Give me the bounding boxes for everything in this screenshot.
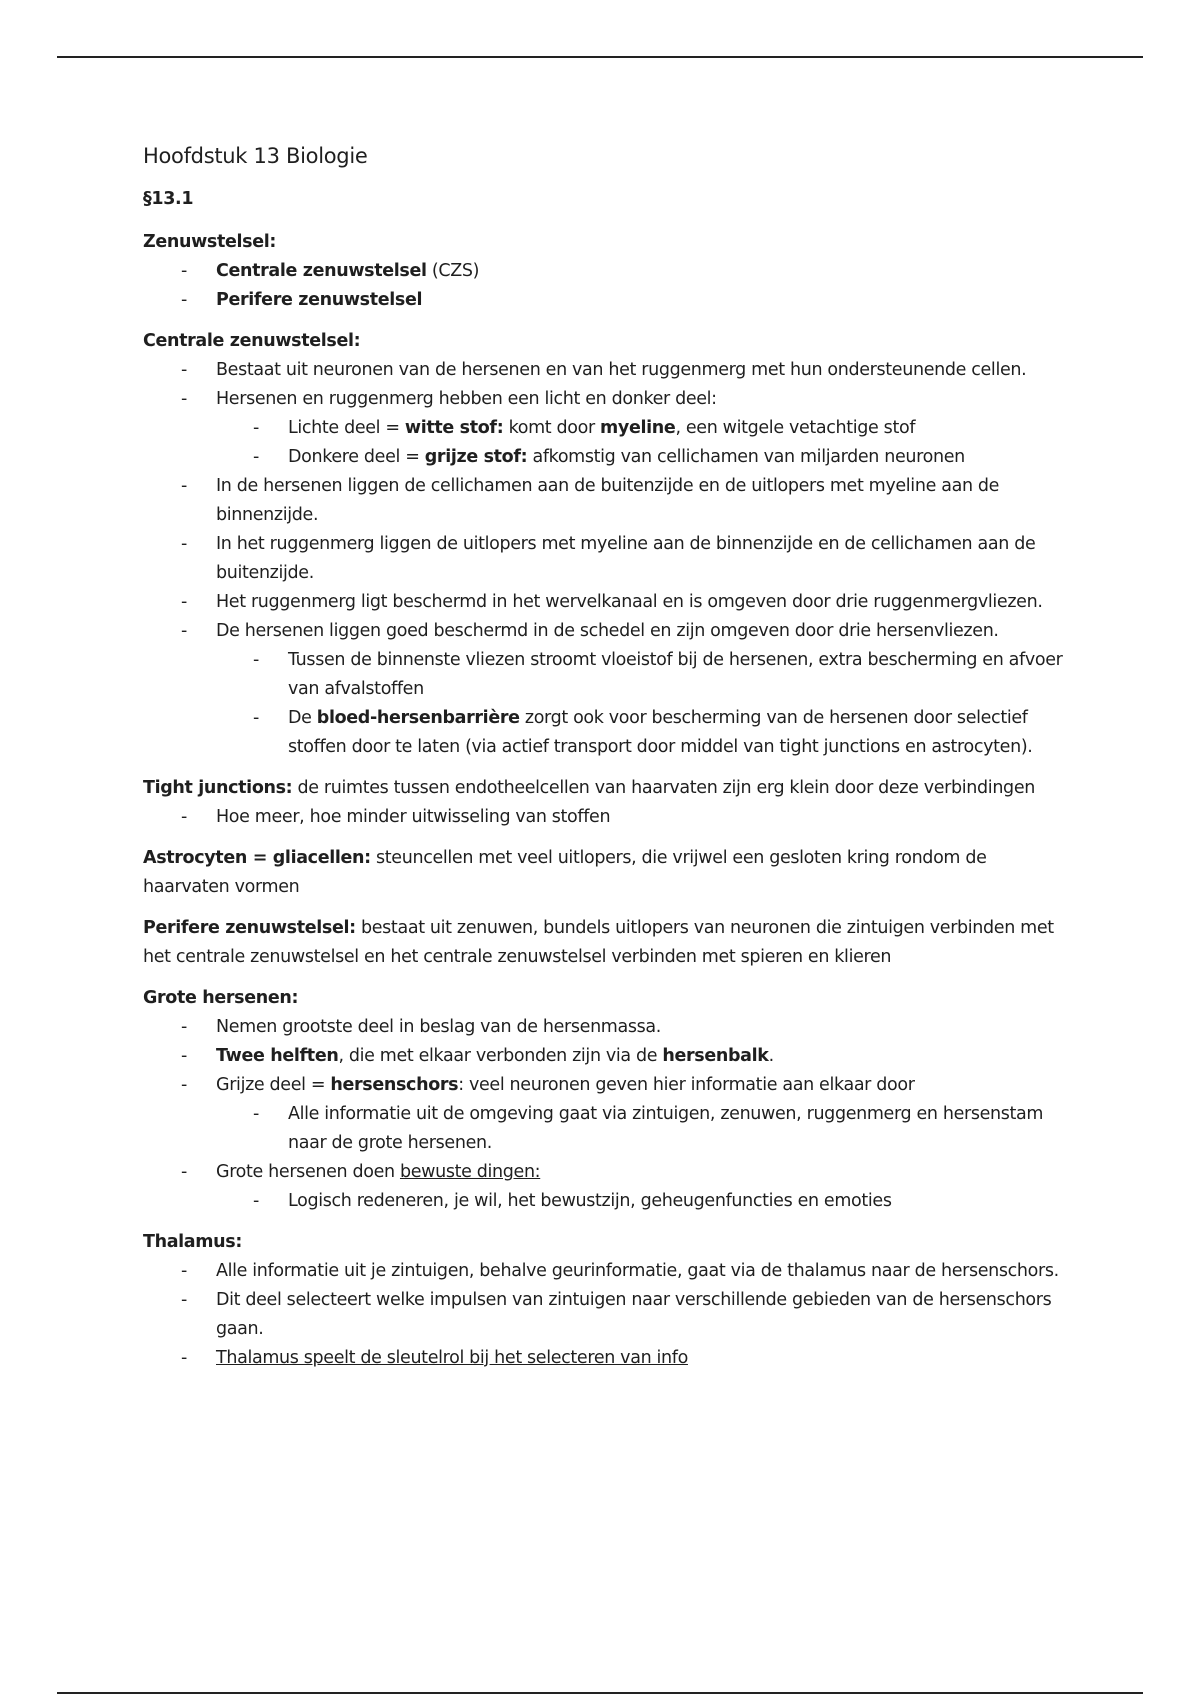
sublist <box>143 646 1073 762</box>
list-czs <box>143 356 1073 762</box>
definition-pzs: Perifere zenuwstelsel: bestaat uit zenuwen, bundels uitlopers van neuronen die zintuigen verbinden met het centrale zenuwstelsel en het centrale zenuwstelsel verbinden met spieren en klieren <box>143 918 1054 967</box>
list-item: - Grijze deel = hersenschors: veel neuronen geven hier informatie aan elkaar door - Alle informatie uit de omgeving gaat via zintuigen, zenuwen, ruggenmerg en hersenstam naar de grote hersenen. <box>143 1071 1073 1158</box>
block-astrocyten <box>143 844 1073 902</box>
list-item: - Thalamus speelt de sleutelrol bij het selecteren van info <box>143 1344 1073 1373</box>
document-title: Hoofdstuk 13 Biologie <box>143 144 368 168</box>
list-item: - Nemen grootste deel in beslag van de hersenmassa. <box>143 1013 1073 1042</box>
list-zenuwstelsel <box>143 257 1073 315</box>
block-thalamus <box>143 1228 1073 1373</box>
list-item: - De hersenen liggen goed beschermd in de schedel en zijn omgeven door drie hersenvliezen. - Tussen de binnenste vliezen stroomt vloeistof bij de hersenen, extra bescherming en afvoer van afvalstoffen - De bloed-hersenbarrière zorgt ook voor bescherming van de hersenen door selectief stoffen door te laten (via actief transport door middel van tight junctions en astrocyten). <box>143 617 1073 762</box>
sublist-item: - Lichte deel = witte stof: komt door myeline, een witgele vetachtige stof <box>216 414 1073 443</box>
list-item: - Bestaat uit neuronen van de hersenen en van het ruggenmerg met hun ondersteunende cellen. <box>143 356 1073 385</box>
list-thalamus <box>143 1257 1073 1373</box>
sublist <box>143 1100 1073 1158</box>
footer-rule <box>57 1692 1143 1694</box>
heading-grote-hersenen: Grote hersenen: <box>143 988 299 1008</box>
sublist-item: - Tussen de binnenste vliezen stroomt vloeistof bij de hersenen, extra bescherming en afvoer van afvalstoffen <box>216 646 1073 704</box>
list-item: - Hoe meer, hoe minder uitwisseling van stoffen <box>143 803 1073 832</box>
block-tight-junctions <box>143 774 1073 832</box>
sublist <box>143 414 1073 472</box>
definition-astrocyten: Astrocyten = gliacellen: steuncellen met veel uitlopers, die vrijwel een gesloten kring rondom de haarvaten vormen <box>143 848 987 897</box>
block-pzs <box>143 914 1073 972</box>
list-item: - In het ruggenmerg liggen de uitlopers met myeline aan de binnenzijde en de cellichamen aan de buitenzijde. <box>143 530 1073 588</box>
sublist-item: - Alle informatie uit de omgeving gaat via zintuigen, zenuwen, ruggenmerg en hersenstam naar de grote hersenen. <box>216 1100 1073 1158</box>
sublist-item: - De bloed-hersenbarrière zorgt ook voor bescherming van de hersenen door selectief stoffen door te laten (via actief transport door middel van tight junctions en astrocyten). <box>216 704 1073 762</box>
sublist-item: - Donkere deel = grijze stof: afkomstig van cellichamen van miljarden neuronen <box>216 443 1073 472</box>
heading-zenuwstelsel: Zenuwstelsel: <box>143 232 277 252</box>
list-item: - Dit deel selecteert welke impulsen van zintuigen naar verschillende gebieden van de hersenschors gaan. <box>143 1286 1073 1344</box>
section-heading: §13.1 <box>143 189 194 209</box>
list-item: - Centrale zenuwstelsel (CZS) <box>143 257 1073 286</box>
list-item: - In de hersenen liggen de cellichamen aan de buitenzijde en de uitlopers met myeline aan de binnenzijde. <box>143 472 1073 530</box>
list-item: - Twee helften, die met elkaar verbonden zijn via de hersenbalk. <box>143 1042 1073 1071</box>
block-zenuwstelsel <box>143 228 1073 315</box>
list-item: - Het ruggenmerg ligt beschermd in het wervelkanaal en is omgeven door drie ruggenmergvliezen. <box>143 588 1073 617</box>
heading-thalamus: Thalamus: <box>143 1232 242 1252</box>
sublist-item: - Logisch redeneren, je wil, het bewustzijn, geheugenfuncties en emoties <box>216 1187 1073 1216</box>
list-item: - Perifere zenuwstelsel <box>143 286 1073 315</box>
block-czs <box>143 327 1073 762</box>
heading-czs: Centrale zenuwstelsel: <box>143 331 361 351</box>
list-item: - Grote hersenen doen bewuste dingen: - Logisch redeneren, je wil, het bewustzijn, geheugenfuncties en emoties <box>143 1158 1073 1216</box>
sublist <box>143 1187 1073 1216</box>
list-tight-junctions <box>143 803 1073 832</box>
block-grote-hersenen <box>143 984 1073 1216</box>
list-grote-hersenen <box>143 1013 1073 1216</box>
document-page <box>143 141 1073 1385</box>
header-rule <box>57 56 1143 58</box>
list-item: - Alle informatie uit je zintuigen, behalve geurinformatie, gaat via de thalamus naar de hersenschors. <box>143 1257 1073 1286</box>
list-item: - Hersenen en ruggenmerg hebben een licht en donker deel: - Lichte deel = witte stof: komt door myeline, een witgele vetachtige stof - Donkere deel = grijze stof: afkomstig van cellichamen van miljarden neuronen <box>143 385 1073 472</box>
definition-tight-junctions: Tight junctions: de ruimtes tussen endotheelcellen van haarvaten zijn erg klein door deze verbindingen <box>143 778 1035 798</box>
